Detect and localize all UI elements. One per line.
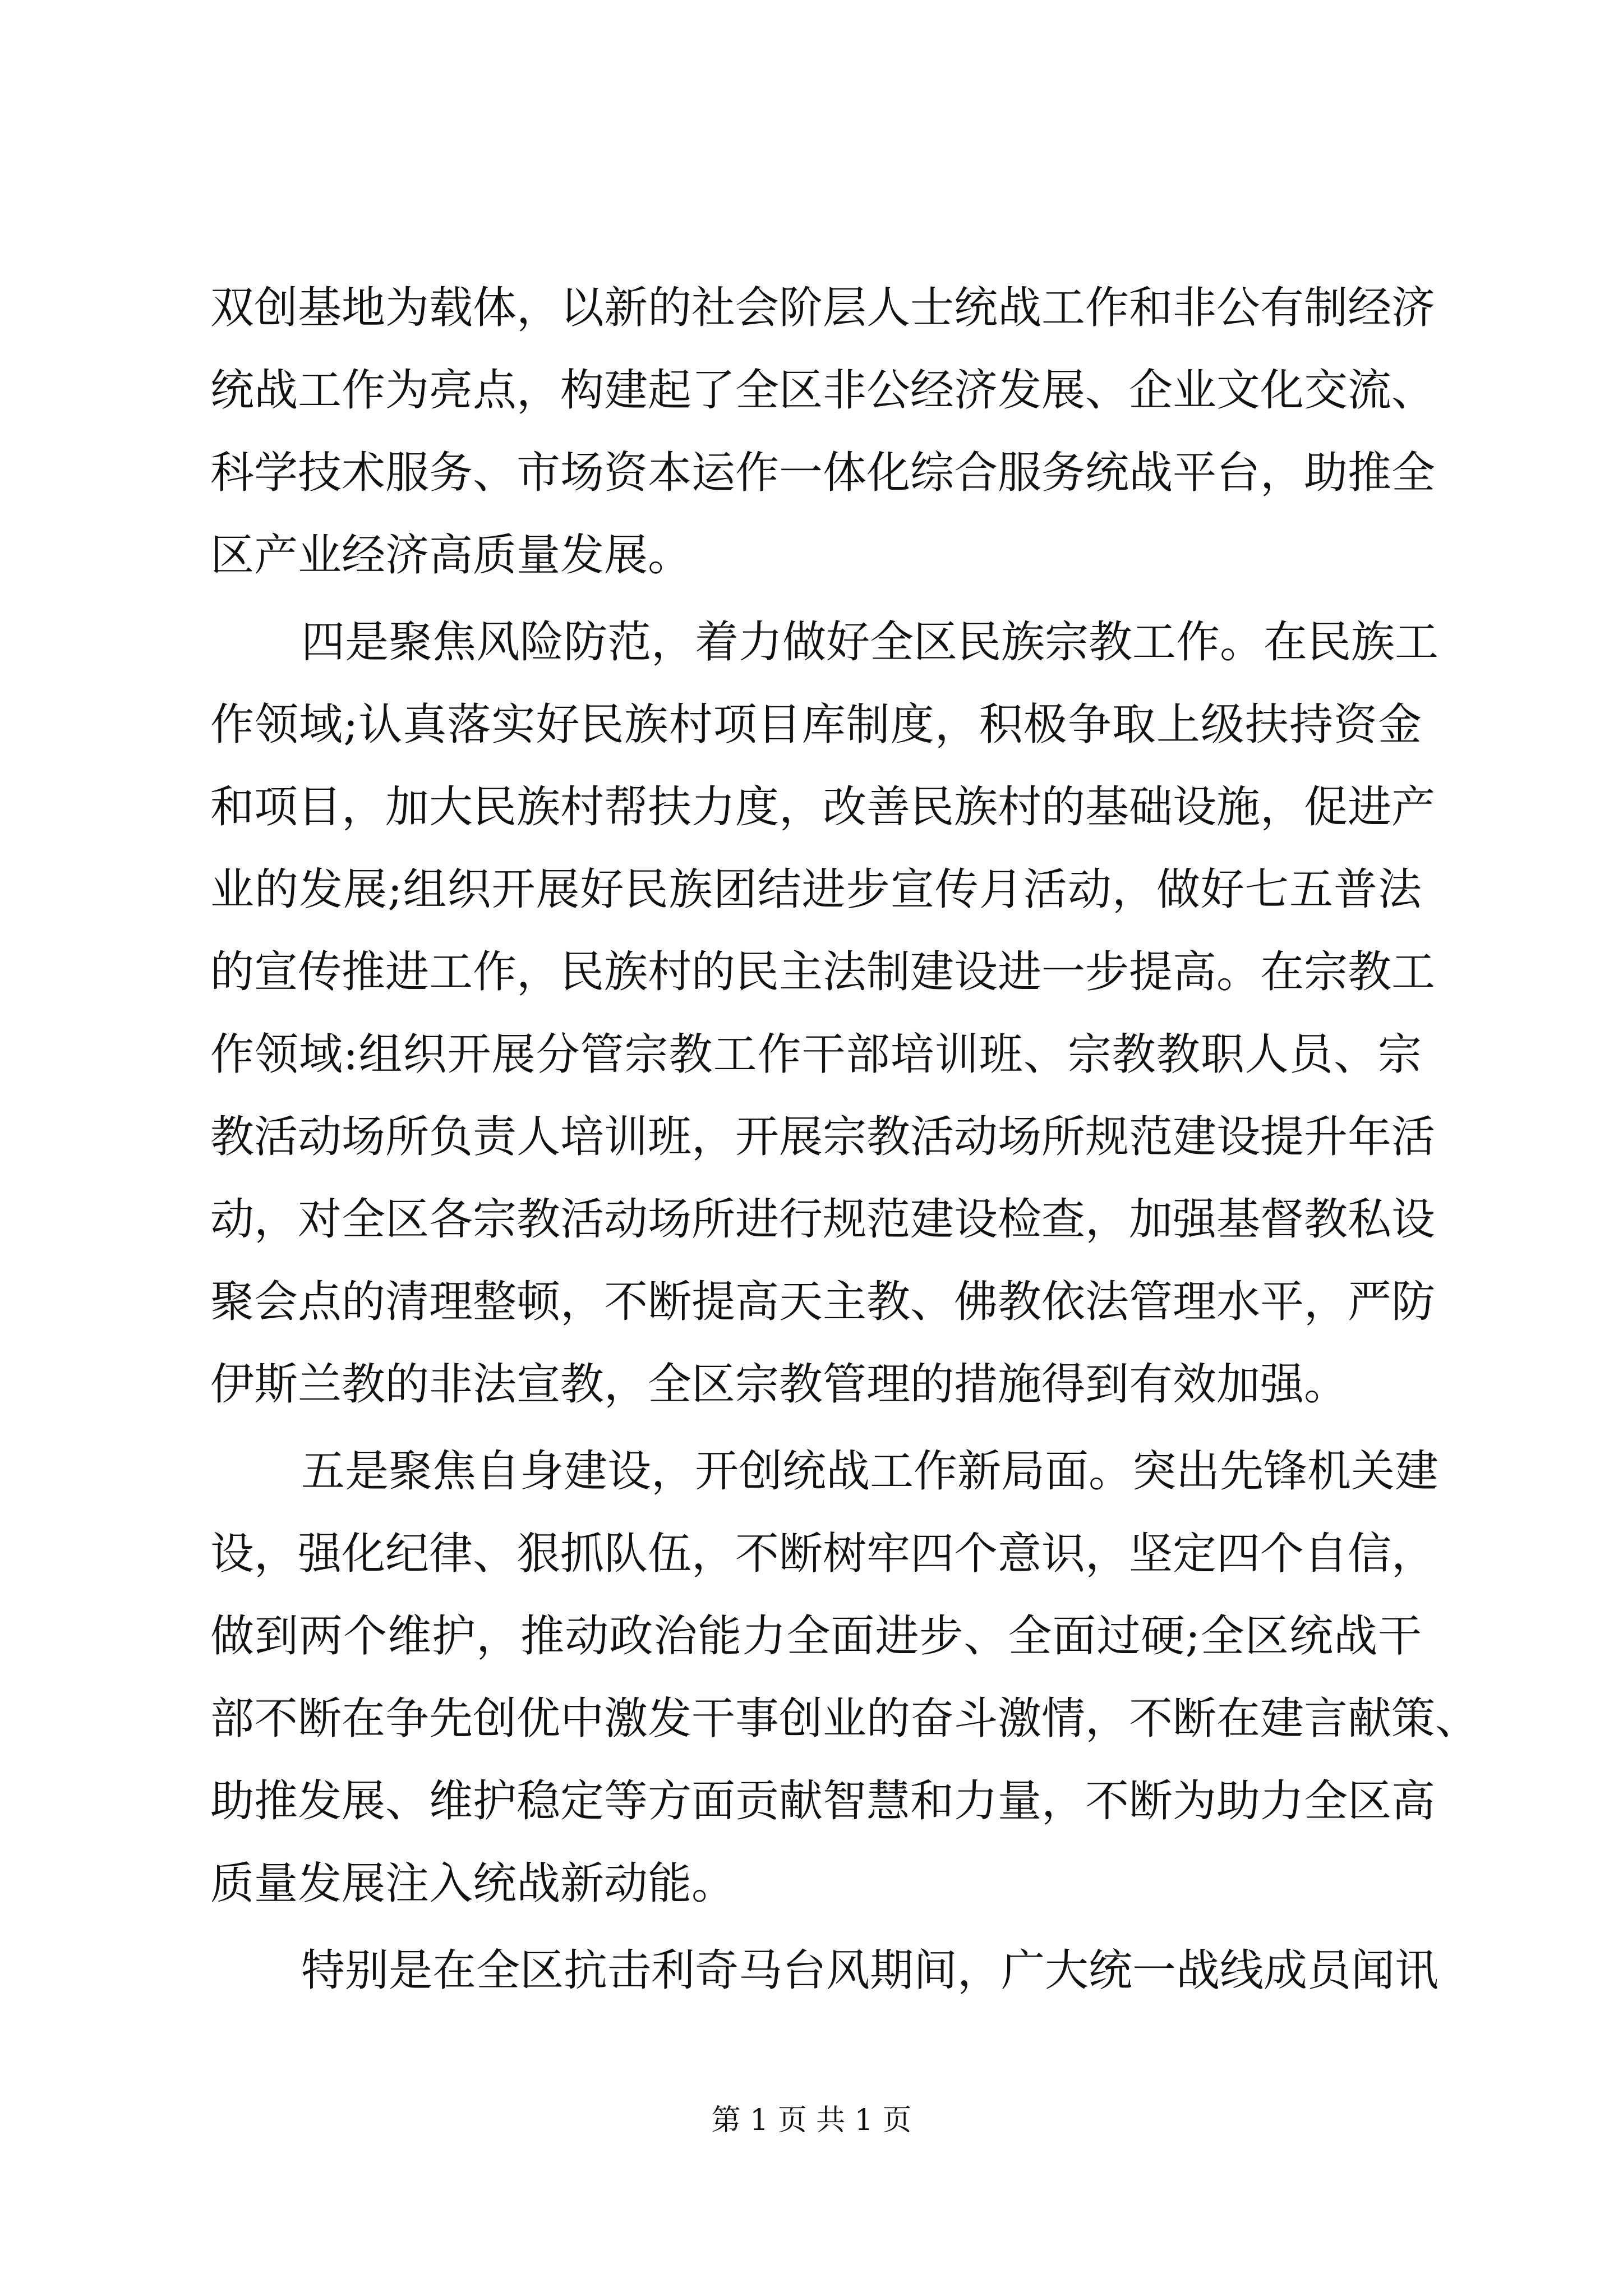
text-line: 作领域:组织开展分管宗教工作干部培训班、宗教教职人员、宗 <box>210 1029 1422 1080</box>
paragraph-4 <box>210 1930 1439 2012</box>
text-line: 双创基地为载体，以新的社会阶层人士统战工作和非公有制经济 <box>210 283 1436 333</box>
text-line: 助推发展、维护稳定等方面贡献智慧和力量，不断为助力全区高 <box>210 1776 1436 1826</box>
text-line: 四是聚焦风险防范，着力做好全区民族宗教工作。在民族工 <box>301 617 1439 668</box>
text-line: 做到两个维护，推动政治能力全面进步、全面过硬;全区统战干 <box>210 1611 1422 1662</box>
text-line: 业的发展;组织开展好民族团结进步宣传月活动，做好七五普法 <box>210 864 1422 915</box>
text-line: 区产业经济高质量发展。 <box>210 530 692 581</box>
text-line: 部不断在争先创优中激发干事创业的奋斗激情，不断在建言献策、 <box>210 1694 1479 1744</box>
text-line: 质量发展注入统战新动能。 <box>210 1858 736 1909</box>
text-line: 教活动场所负责人培训班，开展宗教活动场所规范建设提升年活 <box>210 1112 1436 1162</box>
text-line: 设，强化纪律、狠抓队伍，不断树牢四个意识，坚定四个自信， <box>210 1529 1436 1579</box>
paragraph-3 <box>210 1430 1479 1925</box>
text-line: 五是聚焦自身建设，开创统战工作新局面。突出先锋机关建 <box>301 1446 1439 1497</box>
text-line: 和项目，加大民族村帮扶力度，改善民族村的基础设施，促进产 <box>210 782 1436 832</box>
text-line: 统战工作为亮点，构建起了全区非公经济发展、企业文化交流、 <box>210 365 1436 416</box>
text-line: 伊斯兰教的非法宣教，全区宗教管理的措施得到有效加强。 <box>210 1359 1348 1410</box>
document-body <box>210 267 1479 2012</box>
text-line: 科学技术服务、市场资本运作一体化综合服务统战平台，助推全 <box>210 448 1436 498</box>
text-line: 特别是在全区抗击利奇马台风期间，广大统一战线成员闻讯 <box>301 1945 1439 1996</box>
text-line: 动，对全区各宗教活动场所进行规范建设检查，加强基督教私设 <box>210 1194 1436 1245</box>
paragraph-2 <box>210 601 1439 1426</box>
text-line: 聚会点的清理整顿，不断提高天主教、佛教依法管理水平，严防 <box>210 1277 1436 1327</box>
text-line: 作领域;认真落实好民族村项目库制度，积极争取上级扶持资金 <box>210 700 1422 750</box>
paragraph-1 <box>210 267 1436 597</box>
page-footer: 第 1 页 共 1 页 <box>711 2104 912 2137</box>
text-line: 的宣传推进工作，民族村的民主法制建设进一步提高。在宗教工 <box>210 947 1436 997</box>
